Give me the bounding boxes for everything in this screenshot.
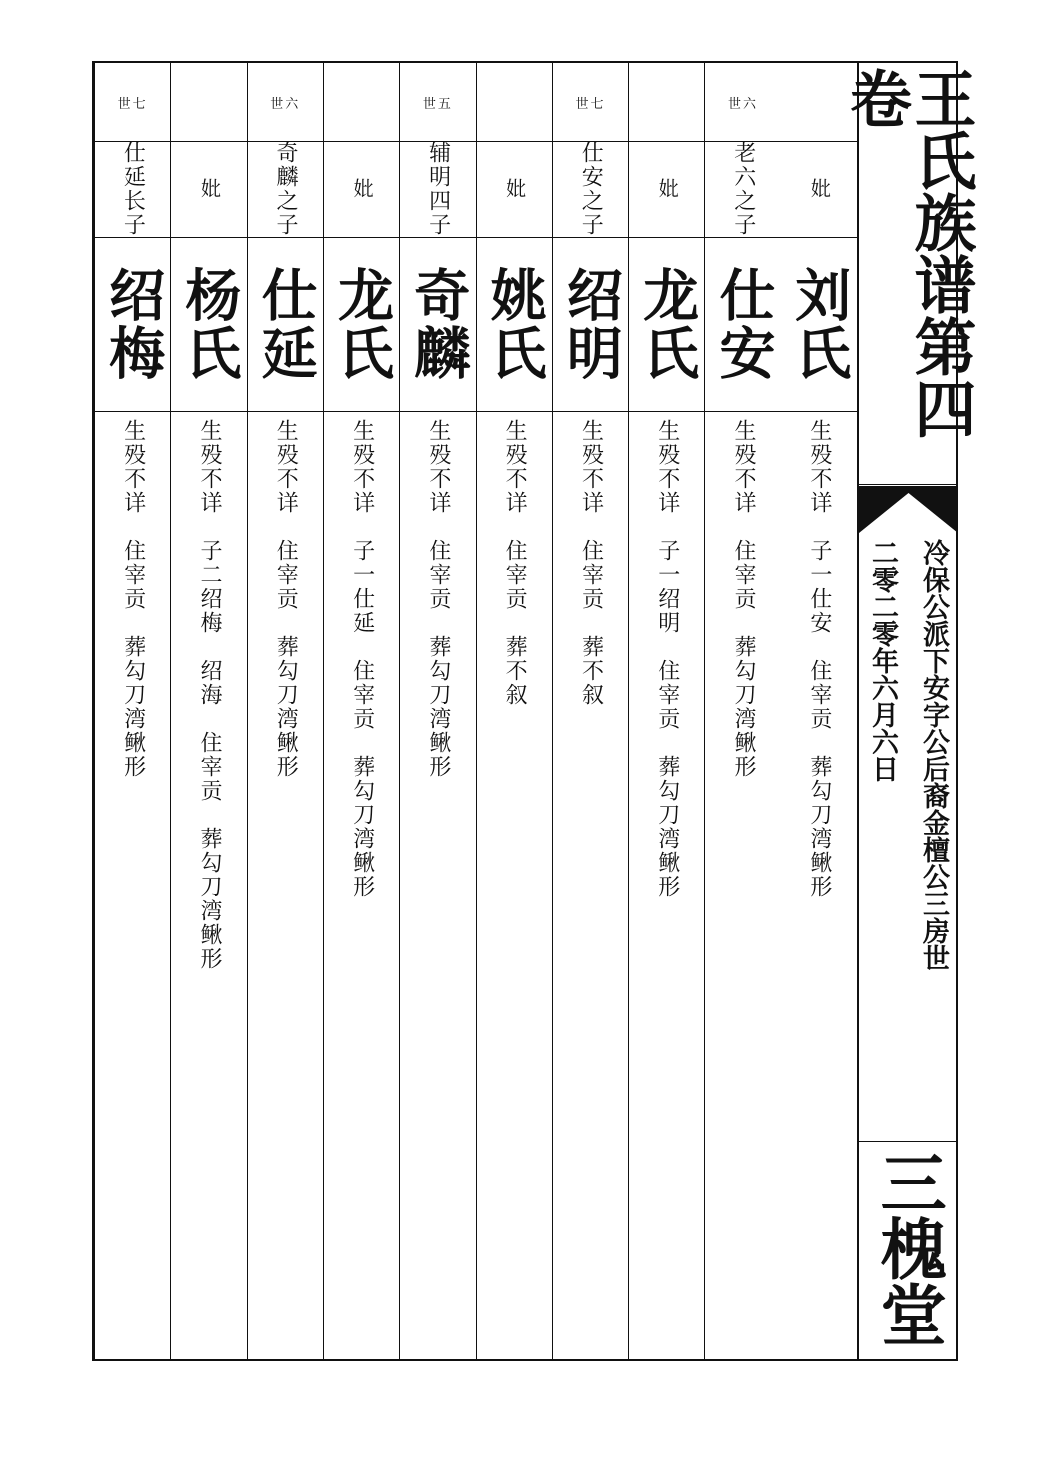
relation-label: 妣 bbox=[655, 178, 680, 200]
person-name: 绍明 bbox=[557, 266, 624, 382]
entry-column bbox=[552, 63, 628, 1359]
entry-column bbox=[247, 63, 323, 1359]
fish-tail-ornament bbox=[859, 487, 956, 533]
entry-grid bbox=[94, 63, 857, 1359]
generation-label: 世六 bbox=[728, 96, 759, 112]
person-name: 龙氏 bbox=[634, 266, 701, 382]
generation-label: 世五 bbox=[422, 96, 453, 112]
entry-column bbox=[476, 63, 552, 1359]
generation-label: 世七 bbox=[575, 96, 606, 112]
person-name: 龙氏 bbox=[328, 266, 395, 382]
genealogy-page bbox=[92, 61, 977, 1361]
generation-label: 世六 bbox=[270, 96, 301, 112]
person-name: 姚氏 bbox=[481, 266, 548, 382]
person-bio: 生殁不详 住宰贡 葬勾刀湾鳅形 bbox=[273, 419, 299, 779]
page-title: 王氏族谱第四卷 bbox=[839, 67, 977, 439]
entry-column bbox=[704, 63, 780, 1359]
entry-column bbox=[628, 63, 704, 1359]
relation-label: 妣 bbox=[502, 178, 527, 200]
relation-label: 妣 bbox=[350, 178, 375, 200]
date-caption: 二零二零年六月六日 bbox=[867, 539, 898, 782]
person-bio: 生殁不详 子一绍明 住宰贡 葬勾刀湾鳅形 bbox=[654, 419, 680, 899]
relation-label: 仕安之子 bbox=[578, 141, 604, 237]
hall-name: 三槐堂 bbox=[869, 1149, 948, 1347]
entry-column bbox=[170, 63, 246, 1359]
generation-label: 世七 bbox=[117, 96, 148, 112]
person-name: 刘氏 bbox=[786, 266, 853, 382]
branch-caption: 冷保公派下安字公后裔金檀公三房世 bbox=[918, 539, 949, 971]
entry-column bbox=[94, 63, 170, 1359]
relation-label: 仕延长子 bbox=[120, 141, 146, 237]
person-bio: 生殁不详 住宰贡 葬勾刀湾鳅形 bbox=[425, 419, 451, 779]
person-bio: 生殁不详 子一仕延 住宰贡 葬勾刀湾鳅形 bbox=[349, 419, 375, 899]
person-name: 奇麟 bbox=[405, 266, 472, 382]
person-bio: 生殁不详 住宰贡 葬不叙 bbox=[502, 419, 528, 707]
person-bio: 生殁不详 住宰贡 葬不叙 bbox=[578, 419, 604, 707]
person-name: 绍梅 bbox=[100, 266, 167, 382]
person-bio: 生殁不详 住宰贡 葬勾刀湾鳅形 bbox=[731, 419, 757, 779]
entry-column bbox=[323, 63, 399, 1359]
relation-label: 奇麟之子 bbox=[273, 141, 299, 237]
relation-label: 妣 bbox=[197, 178, 222, 200]
info-panel bbox=[859, 533, 956, 1142]
relation-label: 妣 bbox=[807, 178, 832, 200]
person-bio: 生殁不详 住宰贡 葬勾刀湾鳅形 bbox=[120, 419, 146, 779]
title-column bbox=[839, 63, 977, 1359]
entry-column bbox=[399, 63, 475, 1359]
person-bio: 生殁不详 子一仕安 住宰贡 葬勾刀湾鳅形 bbox=[806, 419, 832, 899]
person-name: 仕延 bbox=[252, 266, 319, 382]
relation-label: 老六之子 bbox=[730, 141, 756, 237]
person-name: 杨氏 bbox=[176, 266, 243, 382]
person-bio: 生殁不详 子二绍梅 绍海 住宰贡 葬勾刀湾鳅形 bbox=[196, 419, 222, 971]
relation-label: 辅明四子 bbox=[425, 141, 451, 237]
person-name: 仕安 bbox=[710, 266, 777, 382]
